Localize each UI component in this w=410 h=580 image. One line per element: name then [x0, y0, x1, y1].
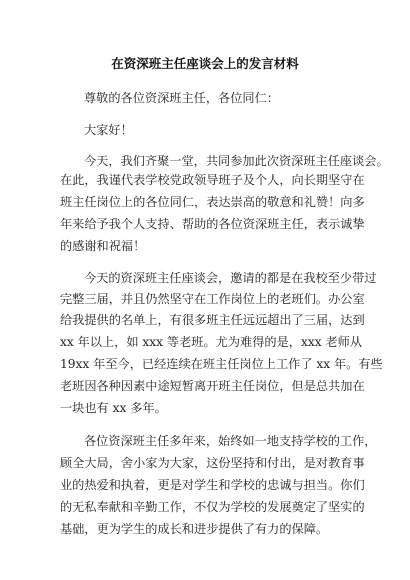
paragraph-1-line: 班主任岗位上的各位同仁，表达崇高的敬意和礼赞！向多	[60, 195, 365, 209]
paragraph-2-line: 给我提供的名单上，有很多班主任远远超出了三届，达到	[60, 313, 365, 327]
salutation-line: 大家好！	[84, 123, 133, 137]
document-title: 在资深班主任座谈会上的发言材料	[111, 56, 299, 71]
paragraph-2-line: xx 年以上，如 xxx 等老班。尤为难得的是，xxx 老师从	[60, 335, 363, 349]
paragraph-2-line: 老班因各种因素中途短暂离开班主任岗位，但是总共加在	[60, 379, 365, 393]
greeting-line: 尊敬的各位资深班主任，各位同仁：	[84, 91, 279, 105]
paragraph-1-line: 年来给予我个人支持、帮助的各位资深班主任，表示诚挚	[60, 217, 365, 231]
paragraph-2-line: 今天的资深班主任座谈会，邀请的都是在我校至少带过	[84, 271, 377, 285]
paragraph-1-line: 的感谢和祝福！	[60, 239, 146, 253]
paragraph-3-line: 各位资深班主任多年来，始终如一地支持学校的工作，	[84, 434, 377, 448]
paragraph-1-line: 今天，我们齐聚一堂，共同参加此次资深班主任座谈会。	[84, 154, 389, 168]
paragraph-3-line: 的无私奉献和辛勤工作，不仅为学校的发展奠定了坚实的	[60, 500, 365, 514]
paragraph-1-line: 在此，我谨代表学校党政领导班子及个人，向长期坚守在	[60, 173, 365, 187]
paragraph-2-line: 19xx 年至今，已经连续在班主任岗位上工作了 xx 年。有些	[60, 357, 383, 371]
paragraph-3-line: 顾全大局，舍小家为大家，这份坚持和付出，是对教育事	[60, 456, 365, 470]
paragraph-3-line: 业的热爱和执着，更是对学生和学校的忠诚与担当。你们	[60, 478, 365, 492]
paragraph-2-line: 一块也有 xx 多年。	[60, 401, 167, 415]
paragraph-2-line: 完整三届，并且仍然坚守在工作岗位上的老班们。办公室	[60, 292, 365, 306]
paragraph-3-line: 基础，更为学生的成长和进步提供了有力的保障。	[60, 522, 329, 536]
